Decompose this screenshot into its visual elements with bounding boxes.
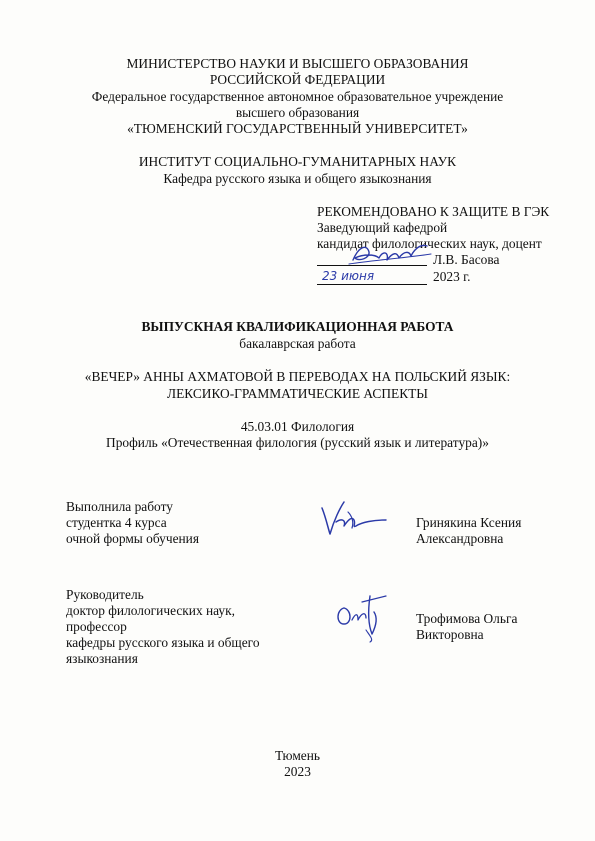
institution-line-1: Федеральное государственное автономное образовательное учреждение — [91, 89, 504, 104]
author-label-3: очной формы обучения — [66, 531, 200, 546]
supervisor-label-2: доктор филологических наук, — [66, 603, 235, 618]
head-of-department-signature-icon — [345, 240, 435, 270]
university-name: «ТЮМЕНСКИЙ ГОСУДАРСТВЕННЫЙ УНИВЕРСИТЕТ» — [127, 121, 468, 136]
approval-title: РЕКОМЕНДОВАНО К ЗАЩИТЕ В ГЭК — [317, 204, 550, 219]
work-title-line-1: «ВЕЧЕР» АННЫ АХМАТОВОЙ В ПЕРЕВОДАХ НА ПОЛЬСКИЙ ЯЗЫК: — [84, 369, 511, 384]
year: 2023 — [284, 764, 311, 779]
city: Тюмень — [274, 748, 321, 763]
author-name-1: Гринякина Ксения — [416, 515, 522, 530]
author-name-2: Александровна — [416, 531, 504, 546]
author-label-2: студентка 4 курса — [66, 515, 167, 530]
approval-name: Л.В. Басова — [433, 252, 500, 267]
supervisor-label-5: языкознания — [66, 651, 138, 666]
ministry-line-2: РОССИЙСКОЙ ФЕДЕРАЦИИ — [209, 72, 386, 87]
author-signature-icon — [318, 498, 390, 538]
approval-position: Заведующий кафедрой — [317, 220, 448, 235]
work-title-line-2: ЛЕКСИКО-ГРАММАТИЧЕСКИЕ АСПЕКТЫ — [166, 386, 428, 401]
ministry-line-1: МИНИСТЕРСТВО НАУКИ И ВЫСШЕГО ОБРАЗОВАНИЯ — [126, 56, 469, 71]
approval-date-handwritten: 23 июня — [322, 269, 375, 283]
work-type: ВЫПУСКНАЯ КВАЛИФИКАЦИОННАЯ РАБОТА — [141, 319, 454, 334]
supervisor-label-4: кафедры русского языка и общего — [66, 635, 260, 650]
supervisor-label-1: Руководитель — [66, 587, 144, 602]
supervisor-name-1: Трофимова Ольга — [416, 611, 518, 626]
date-underline — [317, 284, 427, 285]
supervisor-label-3: профессор — [66, 619, 127, 634]
supervisor-signature-icon — [330, 590, 396, 644]
work-subtype: бакалаврская работа — [239, 336, 356, 351]
institution-line-2: высшего образования — [235, 105, 360, 120]
institute-name: ИНСТИТУТ СОЦИАЛЬНО-ГУМАНИТАРНЫХ НАУК — [138, 154, 457, 169]
author-label-1: Выполнила работу — [66, 499, 173, 514]
approval-degree: кандидат филологических наук, доцент — [317, 236, 542, 251]
program-code: 45.03.01 Филология — [240, 419, 355, 434]
approval-year: 2023 г. — [433, 269, 471, 284]
program-profile: Профиль «Отечественная филология (русский язык и литература)» — [106, 435, 489, 450]
department-name: Кафедра русского языка и общего языкознания — [163, 171, 432, 186]
supervisor-name-2: Викторовна — [416, 627, 484, 642]
